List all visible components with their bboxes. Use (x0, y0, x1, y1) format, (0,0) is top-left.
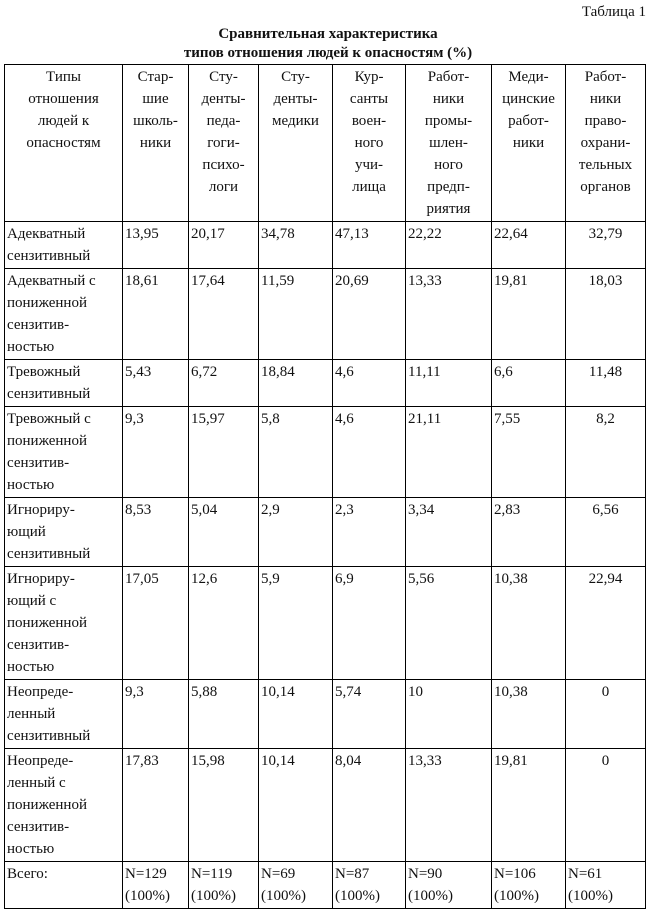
row-label: Игнориру- ющий с пониженной сензитив- ностью (5, 567, 123, 680)
table-row (5, 360, 646, 407)
table-cell: 7,55 (492, 407, 566, 498)
table-cell: 10,14 (259, 749, 333, 862)
table-cell: 8,2 (566, 407, 646, 498)
row-label: Адекватный сензитивный (5, 222, 123, 269)
table-cell: N=69 (100%) (259, 862, 333, 909)
table-cell: 5,56 (406, 567, 492, 680)
row-label: Тревожный с пониженной сензитив- ностью (5, 407, 123, 498)
table-cell: N=106 (100%) (492, 862, 566, 909)
table-cell: 18,84 (259, 360, 333, 407)
table-cell: 18,61 (123, 269, 189, 360)
table-cell: 10,38 (492, 680, 566, 749)
table-number: Таблица 1 (581, 4, 646, 20)
table-row (5, 749, 646, 862)
table-cell: 13,33 (406, 749, 492, 862)
table-row (5, 862, 646, 909)
table-cell: 6,72 (189, 360, 259, 407)
table-cell: N=129 (100%) (123, 862, 189, 909)
table-cell: 5,74 (333, 680, 406, 749)
row-label: Неопреде- ленный сензитивный (5, 680, 123, 749)
table-row (5, 269, 646, 360)
row-label: Игнориру- ющий сензитивный (5, 498, 123, 567)
table-cell: 4,6 (333, 360, 406, 407)
table-cell: 22,94 (566, 567, 646, 680)
table-cell: 2,9 (259, 498, 333, 567)
column-header: Меди- цинские работ- ники (492, 65, 566, 222)
table-cell: 5,88 (189, 680, 259, 749)
table-cell: 11,59 (259, 269, 333, 360)
table-cell: 17,64 (189, 269, 259, 360)
header-row (5, 65, 646, 222)
table-cell: 4,6 (333, 407, 406, 498)
column-header: Сту- денты- медики (259, 65, 333, 222)
row-label: Всего: (5, 862, 123, 909)
column-header: Стар- шие школь- ники (123, 65, 189, 222)
table-cell: 3,34 (406, 498, 492, 567)
table-cell: 15,98 (189, 749, 259, 862)
column-header: Сту- денты- педа- гоги- психо- логи (189, 65, 259, 222)
table-cell: 13,95 (123, 222, 189, 269)
table-cell: 20,69 (333, 269, 406, 360)
table-row (5, 222, 646, 269)
table-cell: 0 (566, 749, 646, 862)
table-cell: 2,3 (333, 498, 406, 567)
table-cell: 0 (566, 680, 646, 749)
table-cell: 34,78 (259, 222, 333, 269)
table-cell: 9,3 (123, 680, 189, 749)
table-cell: 6,56 (566, 498, 646, 567)
table-cell: 5,04 (189, 498, 259, 567)
table-cell: 8,04 (333, 749, 406, 862)
row-label: Тревожный сензитивный (5, 360, 123, 407)
table-cell: 11,48 (566, 360, 646, 407)
table-caption (0, 25, 656, 63)
caption-line-2: типов отношения людей к опасностям (%) (183, 45, 473, 61)
table-cell: 9,3 (123, 407, 189, 498)
table-cell: 10,38 (492, 567, 566, 680)
table-cell: 13,33 (406, 269, 492, 360)
table-cell: 17,83 (123, 749, 189, 862)
table-cell: 5,43 (123, 360, 189, 407)
row-label: Адекватный с пониженной сензитив- ностью (5, 269, 123, 360)
table-cell: 20,17 (189, 222, 259, 269)
table-cell: 2,83 (492, 498, 566, 567)
table-row (5, 680, 646, 749)
table-cell: 22,22 (406, 222, 492, 269)
table-row (5, 498, 646, 567)
column-header: Работ- ники право- охрани- тельных органов (566, 65, 646, 222)
table-row (5, 567, 646, 680)
table-cell: 22,64 (492, 222, 566, 269)
table-cell: 15,97 (189, 407, 259, 498)
table-cell: 47,13 (333, 222, 406, 269)
caption-line-1: Сравнительная характеристика (218, 26, 438, 42)
row-label: Неопреде- ленный с пониженной сензитив- ностью (5, 749, 123, 862)
table-cell: 21,11 (406, 407, 492, 498)
column-header: Кур- санты воен- ного учи- лища (333, 65, 406, 222)
table-cell: 32,79 (566, 222, 646, 269)
table-cell: 6,6 (492, 360, 566, 407)
table-cell: 19,81 (492, 749, 566, 862)
table-cell: 19,81 (492, 269, 566, 360)
column-header: Типы отношения людей к опасностям (5, 65, 123, 222)
table-row (5, 407, 646, 498)
table-cell: 12,6 (189, 567, 259, 680)
table-cell: N=87 (100%) (333, 862, 406, 909)
comparison-table (4, 64, 646, 909)
table-cell: 6,9 (333, 567, 406, 680)
table-cell: 11,11 (406, 360, 492, 407)
table-cell: 5,8 (259, 407, 333, 498)
table-cell: 5,9 (259, 567, 333, 680)
column-header: Работ- ники промы- шлен- ного предп- риятия (406, 65, 492, 222)
table-cell: N=119 (100%) (189, 862, 259, 909)
table-cell: N=90 (100%) (406, 862, 492, 909)
table-cell: 18,03 (566, 269, 646, 360)
table-cell: N=61 (100%) (566, 862, 646, 909)
table-cell: 10,14 (259, 680, 333, 749)
table-cell: 17,05 (123, 567, 189, 680)
table-cell: 10 (406, 680, 492, 749)
table-body (5, 222, 646, 909)
table-cell: 8,53 (123, 498, 189, 567)
